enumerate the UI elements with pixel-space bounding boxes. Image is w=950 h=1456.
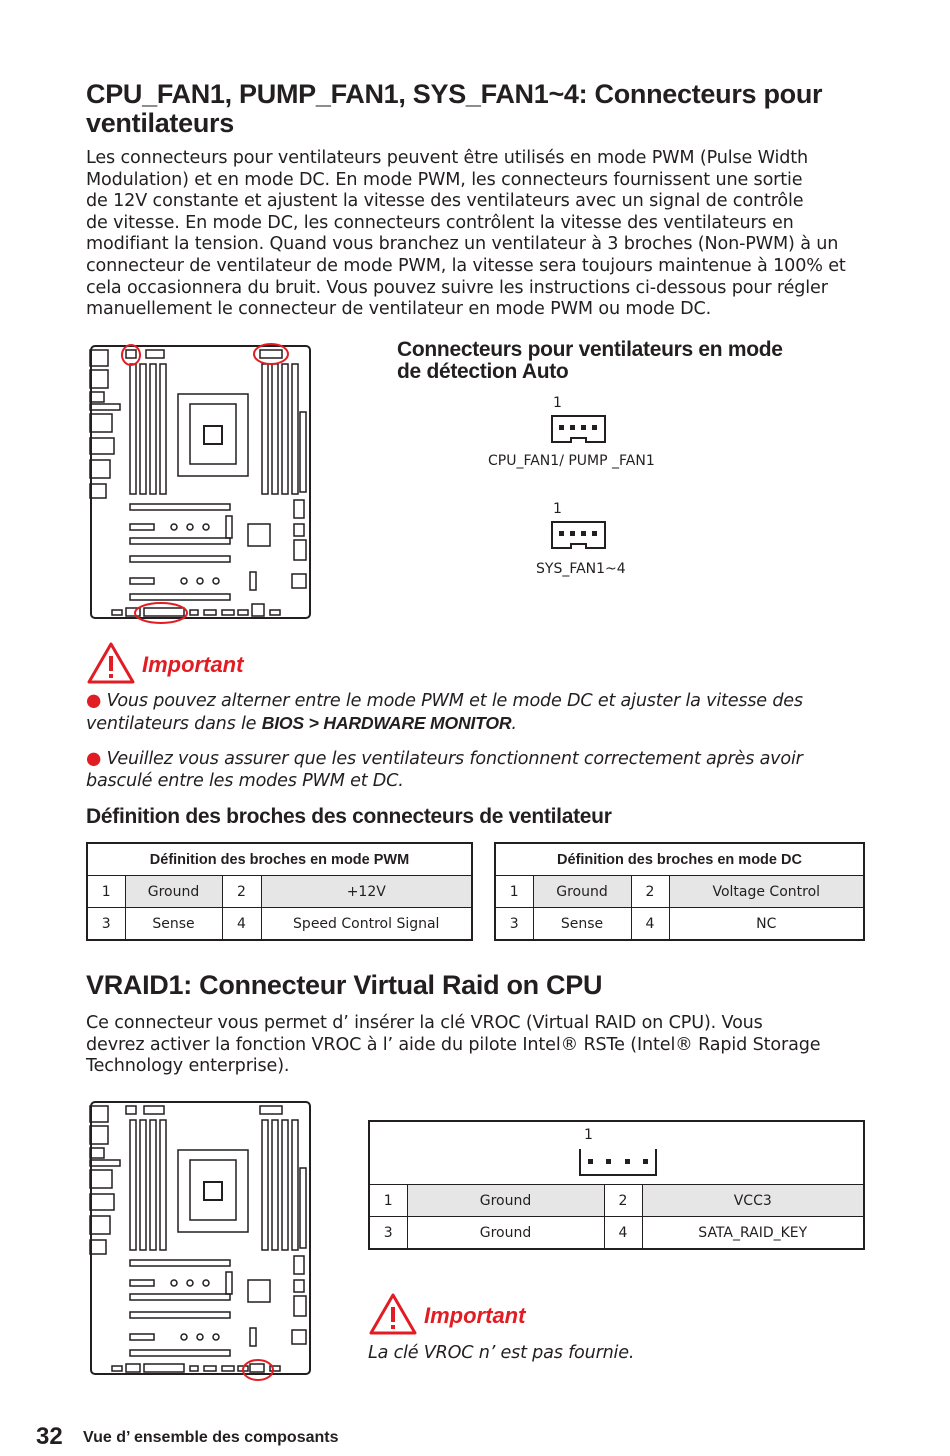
important-title: Important [142,652,244,677]
section-title-fans: CPU_FAN1, PUMP_FAN1, SYS_FAN1~4: Connecteurs pour ventilateurs [86,79,823,138]
fans-paragraph: Les connecteurs pour ventilateurs peuvent être utilisés en mode PWM (Pulse Width Modulation) et en mode DC. En mode PWM, les connecteurs fournissent une sortie de 12V constante et ajustent la vitesse des ventilateurs avec un signal de contrôle de vitesse. En mode DC, les connecteurs contrôlent la vitesse des ventilateurs en modifiant la tension. Quand vous branchez un ventilateur à 3 broches (Non-PWM) à un connecteur de ventilateur de mode PWM, la vitesse sera toujours maintenue à 100% et cela occasionnera du bruit. Vous pouvez suivre les instructions ci-dessous pour régler manuellement le connecteur de ventilateur en mode PWM ou mode DC. [86,148,846,320]
auto-detect-title: Connecteurs pour ventilateurs en mode de détection Auto [397,338,783,383]
table-row: 1 Ground 2 +12V [87,876,472,908]
important-bullet-2: ● Veuillez vous assurer que les ventilateurs fonctionnent correctement après avoir basculé entre les modes PWM et DC. [86,749,803,791]
dc-table-header: Définition des broches en mode DC [495,843,864,876]
vraid-connector-4pin-icon [578,1147,658,1177]
table-row: 3 Ground 4 SATA_RAID_KEY [369,1217,864,1250]
table-row: 1 Ground 2 VCC3 [369,1185,864,1217]
footer-section-title: Vue d’ ensemble des composants [83,1429,339,1446]
motherboard-diagram-vraid [86,1096,316,1386]
connector1-pin-label: 1 [553,395,562,411]
fan-connector-4pin-icon [550,520,607,550]
vraid-connector-box [368,1120,865,1184]
page-number: 32 [36,1423,63,1450]
connector1-label: CPU_FAN1/ PUMP _FAN1 [488,453,655,469]
pwm-table-header: Définition des broches en mode PWM [87,843,472,876]
warning-icon [368,1292,418,1336]
table-row: 1 Ground 2 Voltage Control [495,876,864,908]
important-bullet-1: ● Vous pouvez alterner entre le mode PWM et le mode DC et ajuster la vitesse des ventilateurs dans le BIOS > HARDWARE MONITOR. [86,691,803,734]
vraid-paragraph: Ce connecteur vous permet d’ insérer la clé VROC (Virtual RAID on CPU). Vous devrez activer la fonction VROC à l’ aide du pilote Intel® RSTe (Intel® Rapid Storage Technology enterprise). [86,1013,821,1077]
important-title: Important [424,1303,526,1328]
motherboard-diagram-fans [86,340,316,628]
warning-icon [86,641,136,685]
connector2-pin-label: 1 [553,501,562,517]
table-row: 3 Sense 4 NC [495,908,864,941]
pwm-pin-table [86,842,473,941]
pin-definition-title: Définition des broches des connecteurs de ventilateur [86,805,612,828]
connector2-label: SYS_FAN1~4 [536,561,626,577]
section-title-vraid: VRAID1: Connecteur Virtual Raid on CPU [86,970,603,1000]
vraid-pin-label: 1 [584,1127,593,1143]
important-note: La clé VROC n’ est pas fournie. [368,1343,635,1363]
fan-connector-4pin-icon [550,414,607,444]
table-row: 3 Sense 4 Speed Control Signal [87,908,472,941]
vraid-pin-table [368,1184,865,1250]
dc-pin-table [494,842,865,941]
